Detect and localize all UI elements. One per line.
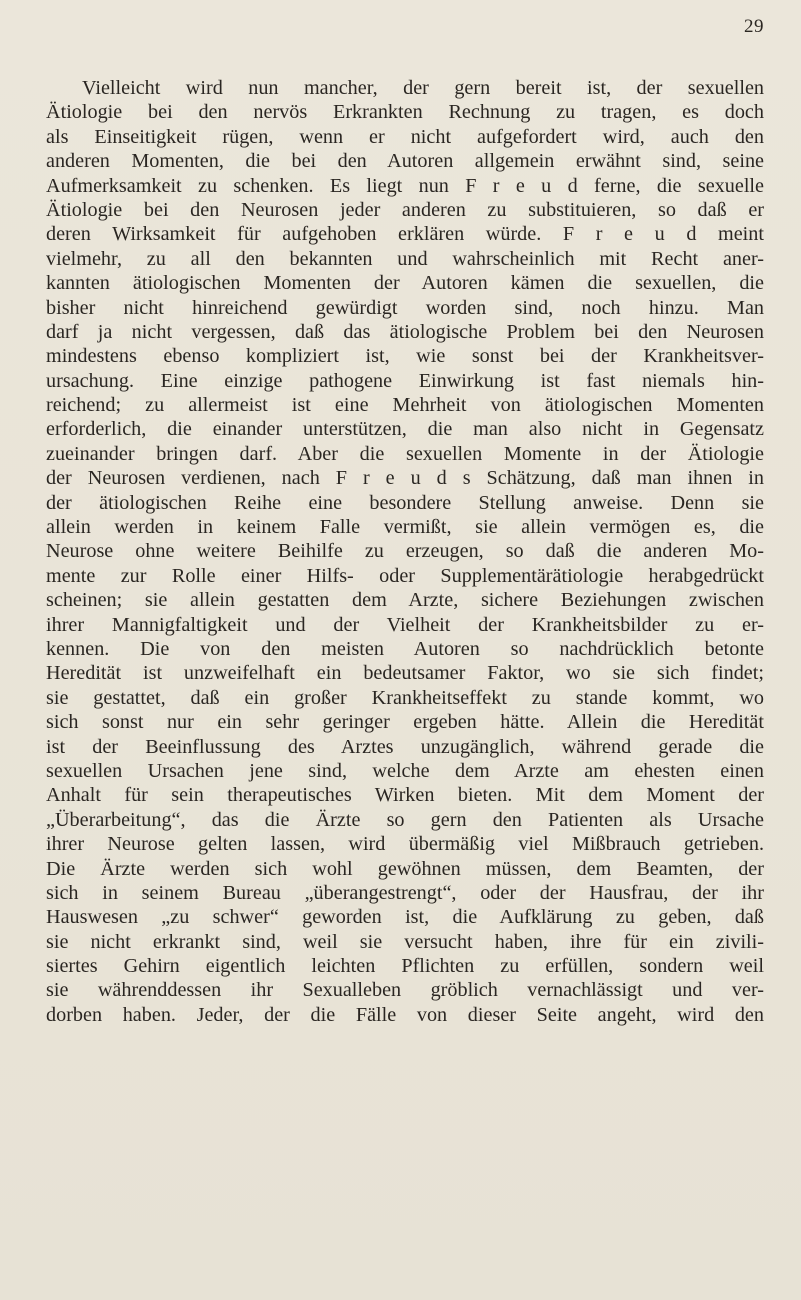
text-line: dorben haben. Jeder, der die Fälle von dieser Seite angeht, wird den	[46, 1003, 764, 1026]
text-line: Vielleicht wird nun mancher, der gern bereit ist, der sexuellen	[82, 77, 764, 99]
text-line: ihrer Neurose gelten lassen, wird übermäßig viel Mißbrauch getrieben.	[46, 833, 764, 856]
text-line: Ätiologie bei den nervös Erkrankten Rechnung zu tragen, es doch	[46, 101, 764, 124]
text-line: zueinander bringen darf. Aber die sexuellen Momente in der Ätiologie	[46, 442, 764, 465]
text-line: ursachung. Eine einzige pathogene Einwirkung ist fast niemals hin-	[46, 369, 764, 392]
text-line: ihrer Mannigfaltigkeit und der Vielheit der Krankheitsbilder zu er-	[46, 613, 764, 636]
text-line: Die Ärzte werden sich wohl gewöhnen müssen, dem Beamten, der	[46, 857, 764, 880]
text-line: Ätiologie bei den Neurosen jeder anderen zu substituieren, so daß er	[46, 198, 764, 221]
text-line: Aufmerksamkeit zu schenken. Es liegt nun F r e u d ferne, die sexuelle	[46, 174, 764, 197]
text-line: sich in seinem Bureau „überangestrengt“, oder der Hausfrau, der ihr	[46, 881, 764, 904]
text-line: sie nicht erkrankt sind, weil sie versucht haben, ihre für ein zivili-	[46, 930, 764, 953]
text-line: sich sonst nur ein sehr geringer ergeben hätte. Allein die Heredität	[46, 711, 764, 734]
text-line: kannten ätiologischen Momenten der Autoren kämen die sexuellen, die	[46, 272, 764, 295]
text-line: bisher nicht hinreichend gewürdigt worden sind, noch hinzu. Man	[46, 296, 764, 319]
text-line: vielmehr, zu all den bekannten und wahrscheinlich mit Recht aner-	[46, 247, 764, 270]
text-line: Hauswesen „zu schwer“ geworden ist, die Aufklärung zu geben, daß	[46, 906, 764, 929]
text-line: Anhalt für sein therapeutisches Wirken bieten. Mit dem Moment der	[46, 784, 764, 807]
body-text	[46, 76, 764, 1027]
text-line: darf ja nicht vergessen, daß das ätiologische Problem bei den Neurosen	[46, 320, 764, 343]
text-line: ist der Beeinflussung des Arztes unzugänglich, während gerade die	[46, 735, 764, 758]
text-line: mente zur Rolle einer Hilfs- oder Supplementärätiologie herabgedrückt	[46, 564, 764, 587]
text-line: sie währenddessen ihr Sexualleben gröblich vernachlässigt und ver-	[46, 979, 764, 1002]
text-line: der Neurosen verdienen, nach F r e u d s Schätzung, daß man ihnen in	[46, 467, 764, 490]
text-line: mindestens ebenso kompliziert ist, wie sonst bei der Krankheitsver-	[46, 345, 764, 368]
text-line: sie gestattet, daß ein großer Krankheitseffekt zu stande kommt, wo	[46, 686, 764, 709]
text-line: siertes Gehirn eigentlich leichten Pflichten zu erfüllen, sondern weil	[46, 955, 764, 978]
text-line: reichend; zu allermeist ist eine Mehrheit von ätiologischen Momenten	[46, 394, 764, 417]
text-line: der ätiologischen Reihe eine besondere Stellung anweise. Denn sie	[46, 491, 764, 514]
text-line: Heredität ist unzweifelhaft ein bedeutsamer Faktor, wo sie sich findet;	[46, 662, 764, 685]
text-line: Neurose ohne weitere Beihilfe zu erzeugen, so daß die anderen Mo-	[46, 540, 764, 563]
text-line: als Einseitigkeit rügen, wenn er nicht aufgefordert wird, auch den	[46, 125, 764, 148]
text-line: anderen Momenten, die bei den Autoren allgemein erwähnt sind, seine	[46, 150, 764, 173]
text-line: erforderlich, die einander unterstützen, die man also nicht in Gegensatz	[46, 418, 764, 441]
text-line: kennen. Die von den meisten Autoren so nachdrücklich betonte	[46, 637, 764, 660]
text-line: deren Wirksamkeit für aufgehoben erklären würde. F r e u d meint	[46, 223, 764, 246]
text-line: allein werden in keinem Falle vermißt, sie allein vermögen es, die	[46, 516, 764, 539]
page-number: 29	[744, 16, 764, 37]
text-line: „Überarbeitung“, das die Ärzte so gern den Patienten als Ursache	[46, 808, 764, 831]
text-line: sexuellen Ursachen jene sind, welche dem Arzte am ehesten einen	[46, 759, 764, 782]
text-line: scheinen; sie allein gestatten dem Arzte, sichere Beziehungen zwischen	[46, 589, 764, 612]
